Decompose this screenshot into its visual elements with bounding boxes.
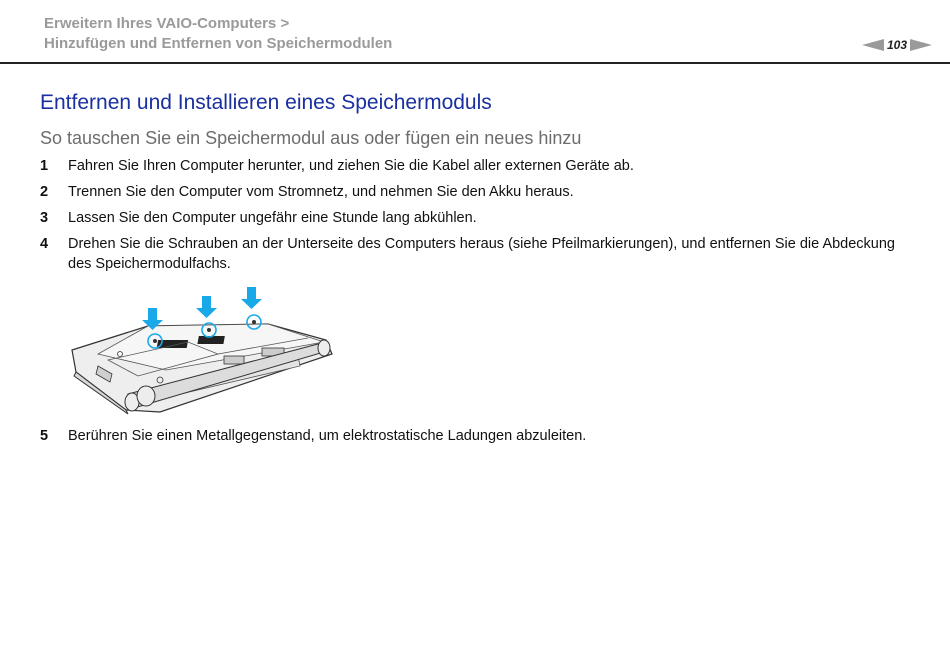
step-item (40, 156, 920, 176)
right-arrow-icon[interactable] (910, 39, 932, 51)
step-number: 3 (40, 210, 49, 226)
step-number: 2 (40, 184, 49, 200)
step-text: Drehen Sie die Schrauben an der Unterseite des Computers heraus (siehe Pfeilmarkierungen), und entfernen Sie die Abdeckung des Speichermodulfachs. (68, 236, 895, 272)
step-text: Trennen Sie den Computer vom Stromnetz, und nehmen Sie den Akku heraus. (68, 184, 574, 200)
step-number: 5 (40, 428, 49, 444)
step-text: Berühren Sie einen Metallgegenstand, um elektrostatische Ladungen abzuleiten. (68, 428, 587, 444)
step-item (40, 182, 920, 202)
laptop-icon (72, 324, 332, 414)
breadcrumb-section[interactable]: Erweitern Ihres VAIO-Computers > (44, 15, 290, 32)
step-number: 1 (40, 158, 49, 174)
step-item (40, 234, 920, 274)
step-item (40, 426, 920, 446)
header-divider (0, 62, 950, 64)
step-text: Fahren Sie Ihren Computer herunter, und ziehen Sie die Kabel aller externen Geräte ab. (68, 158, 634, 174)
breadcrumb-page[interactable]: Hinzufügen und Entfernen von Speichermodulen (44, 35, 393, 52)
page-number: 103 (886, 38, 907, 52)
down-arrow-icon (241, 287, 262, 309)
left-arrow-icon[interactable] (862, 39, 884, 51)
step-number: 4 (40, 236, 49, 252)
page-header (0, 0, 950, 64)
section-title: Entfernen und Installieren eines Speichermoduls (40, 91, 492, 114)
step-text: Lassen Sie den Computer ungefähr eine Stunde lang abkühlen. (68, 210, 477, 226)
step-item (40, 208, 920, 228)
down-arrow-icon (196, 296, 217, 318)
section-subtitle: So tauschen Sie ein Speichermodul aus oder fügen ein neues hinzu (40, 128, 582, 148)
page-navigation (862, 37, 932, 53)
laptop-underside-illustration (68, 284, 348, 420)
